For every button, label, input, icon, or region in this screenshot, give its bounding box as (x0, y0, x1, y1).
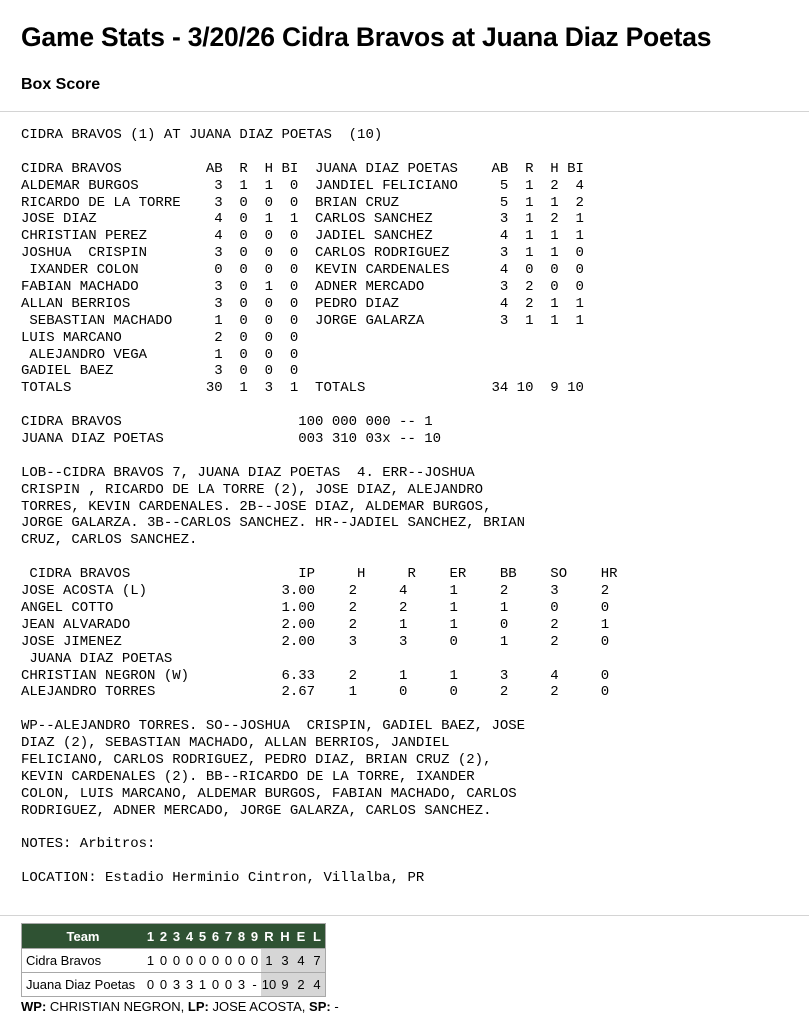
linescore-row-home (22, 973, 326, 997)
linescore-inning-score: 0 (170, 949, 183, 973)
linescore-header-inning-6: 6 (209, 924, 222, 949)
box-score-line: ANGEL COTTO 1.00 2 2 1 1 0 0 (21, 599, 610, 616)
save-pitcher-value: - (334, 999, 339, 1014)
linescore-header-inning-2: 2 (157, 924, 170, 949)
box-score-line: CHRISTIAN NEGRON (W) 6.33 2 1 1 3 4 0 (21, 667, 610, 684)
box-score-line: RODRIGUEZ, ADNER MERCADO, JORGE GALARZA, CARLOS SANCHEZ. (21, 802, 492, 819)
winning-pitcher-value: CHRISTIAN NEGRON, (49, 999, 185, 1014)
linescore-inning-score: 3 (183, 973, 196, 997)
linescore-header-inning-1: 1 (144, 924, 157, 949)
box-score-line: JUANA DIAZ POETAS (21, 650, 173, 667)
linescore-row-away (22, 949, 326, 973)
box-score-line: DIAZ (2), SEBASTIAN MACHADO, ALLAN BERRIOS, JANDIEL (21, 735, 450, 752)
linescore-inning-score: 0 (196, 949, 209, 973)
box-score-line: RICARDO DE LA TORRE 3 0 0 0 BRIAN CRUZ 5 1 1 2 (21, 194, 584, 211)
box-score-line (21, 397, 618, 414)
linescore-errors: 4 (293, 949, 309, 973)
box-score-line (21, 144, 618, 161)
linescore-runs: 1 (261, 949, 277, 973)
linescore-inning-score: 0 (183, 949, 196, 973)
box-score-text (21, 127, 618, 887)
box-score-line: GADIEL BAEZ 3 0 0 0 (21, 363, 299, 380)
linescore-header-inning-5: 5 (196, 924, 209, 949)
box-score-line: CRUZ, CARLOS SANCHEZ. (21, 532, 198, 549)
box-score-line: CRISPIN , RICARDO DE LA TORRE (2), JOSE DIAZ, ALEJANDRO (21, 481, 484, 498)
linescore-hits: 9 (277, 973, 293, 997)
box-score-line: SEBASTIAN MACHADO 1 0 0 0 JORGE GALARZA 3 1 1 1 (21, 312, 584, 329)
box-score-line: FABIAN MACHADO 3 0 1 0 ADNER MERCADO 3 2 0 0 (21, 279, 584, 296)
losing-pitcher-value: JOSE ACOSTA, (212, 999, 306, 1014)
box-score-line: IXANDER COLON 0 0 0 0 KEVIN CARDENALES 4 0 0 0 (21, 262, 584, 279)
box-score-line: ALEJANDRO TORRES 2.67 1 0 0 2 2 0 (21, 684, 610, 701)
box-score-line (21, 549, 618, 566)
box-score-line: COLON, LUIS MARCANO, ALDEMAR BURGOS, FABIAN MACHADO, CARLOS (21, 785, 517, 802)
box-score-line: ALLAN BERRIOS 3 0 0 0 PEDRO DIAZ 4 2 1 1 (21, 295, 584, 312)
linescore-hits: 3 (277, 949, 293, 973)
section-subtitle: Box Score (21, 76, 101, 93)
linescore-header-team: Team (22, 924, 145, 949)
box-score-line (21, 820, 618, 837)
box-score-line: JOSE ACOSTA (L) 3.00 2 4 1 2 3 2 (21, 583, 610, 600)
box-score-line: JUANA DIAZ POETAS 003 310 03x -- 10 (21, 431, 442, 448)
linescore-header-runs: R (261, 924, 277, 949)
linescore-inning-score: 0 (144, 973, 157, 997)
linescore-inning-score: 0 (248, 949, 261, 973)
box-score-line: JOSE DIAZ 4 0 1 1 CARLOS SANCHEZ 3 1 2 1 (21, 211, 584, 228)
linescore-runs: 10 (261, 973, 277, 997)
box-score-line: JOSHUA CRISPIN 3 0 0 0 CARLOS RODRIGUEZ 3 1 1 0 (21, 245, 584, 262)
linescore-header-row (22, 924, 326, 949)
box-score-line: FELICIANO, CARLOS RODRIGUEZ, PEDRO DIAZ, BRIAN CRUZ (2), (21, 751, 492, 768)
linescore-inning-score: 0 (157, 973, 170, 997)
linescore-errors: 2 (293, 973, 309, 997)
linescore-inning-score: 3 (235, 973, 248, 997)
linescore-header-inning-8: 8 (235, 924, 248, 949)
box-score-line: JOSE JIMENEZ 2.00 3 3 0 1 2 0 (21, 633, 610, 650)
linescore-header-inning-7: 7 (222, 924, 235, 949)
linescore-inning-score: 1 (144, 949, 157, 973)
box-score-line (21, 853, 618, 870)
box-score-line: LOB--CIDRA BRAVOS 7, JUANA DIAZ POETAS 4. ERR--JOSHUA (21, 464, 475, 481)
linescore-header-inning-3: 3 (170, 924, 183, 949)
pitching-decisions (21, 999, 339, 1014)
linescore-table (21, 923, 326, 997)
box-score-line: WP--ALEJANDRO TORRES. SO--JOSHUA CRISPIN, GADIEL BAEZ, JOSE (21, 718, 526, 735)
box-score-line: KEVIN CARDENALES (2). BB--RICARDO DE LA TORRE, IXANDER (21, 768, 475, 785)
box-score-line (21, 701, 618, 718)
box-score-line: TOTALS 30 1 3 1 TOTALS 34 10 9 10 (21, 380, 584, 397)
top-divider (0, 111, 809, 112)
linescore-inning-score: 1 (196, 973, 209, 997)
losing-pitcher-label: LP: (187, 999, 209, 1014)
box-score-line: LOCATION: Estadio Herminio Cintron, Villalba, PR (21, 870, 425, 887)
linescore-header-inning-9: 9 (248, 924, 261, 949)
linescore-team-name: Juana Diaz Poetas (22, 973, 145, 997)
linescore-team-name: Cidra Bravos (22, 949, 145, 973)
linescore-inning-score: 0 (209, 949, 222, 973)
linescore-header-lob: L (309, 924, 326, 949)
box-score-line: TORRES, KEVIN CARDENALES. 2B--JOSE DIAZ, ALDEMAR BURGOS, (21, 498, 492, 515)
linescore-lob: 7 (309, 949, 326, 973)
save-pitcher-label: SP: (309, 999, 331, 1014)
bottom-divider (0, 915, 809, 916)
box-score-line (21, 448, 618, 465)
linescore-inning-score: 0 (222, 949, 235, 973)
linescore-header-hits: H (277, 924, 293, 949)
page-title: Game Stats - 3/20/26 Cidra Bravos at Juana Diaz Poetas (21, 22, 712, 52)
linescore-inning-score: 0 (157, 949, 170, 973)
box-score-line: CIDRA BRAVOS (1) AT JUANA DIAZ POETAS (10) (21, 127, 383, 143)
linescore-header-inning-4: 4 (183, 924, 196, 949)
box-score-line: JORGE GALARZA. 3B--CARLOS SANCHEZ. HR--JADIEL SANCHEZ, BRIAN (21, 515, 526, 532)
linescore-header-errors: E (293, 924, 309, 949)
linescore-lob: 4 (309, 973, 326, 997)
box-score-line: NOTES: Arbitros: (21, 836, 156, 853)
box-score-line: ALDEMAR BURGOS 3 1 1 0 JANDIEL FELICIANO 5 1 2 4 (21, 177, 584, 194)
linescore-inning-score: - (248, 973, 261, 997)
linescore-inning-score: 0 (235, 949, 248, 973)
box-score-line: JEAN ALVARADO 2.00 2 1 1 0 2 1 (21, 616, 610, 633)
box-score-line: CIDRA BRAVOS IP H R ER BB SO HR (21, 566, 618, 583)
linescore-inning-score: 0 (209, 973, 222, 997)
box-score-line: ALEJANDRO VEGA 1 0 0 0 (21, 346, 299, 363)
box-score-line: CIDRA BRAVOS AB R H BI JUANA DIAZ POETAS AB R H BI (21, 160, 584, 177)
linescore-inning-score: 0 (222, 973, 235, 997)
box-score-line: CHRISTIAN PEREZ 4 0 0 0 JADIEL SANCHEZ 4 1 1 1 (21, 228, 584, 245)
linescore-inning-score: 3 (170, 973, 183, 997)
box-score-line: CIDRA BRAVOS 100 000 000 -- 1 (21, 414, 433, 431)
winning-pitcher-label: WP: (21, 999, 47, 1014)
box-score-line: LUIS MARCANO 2 0 0 0 (21, 329, 299, 346)
